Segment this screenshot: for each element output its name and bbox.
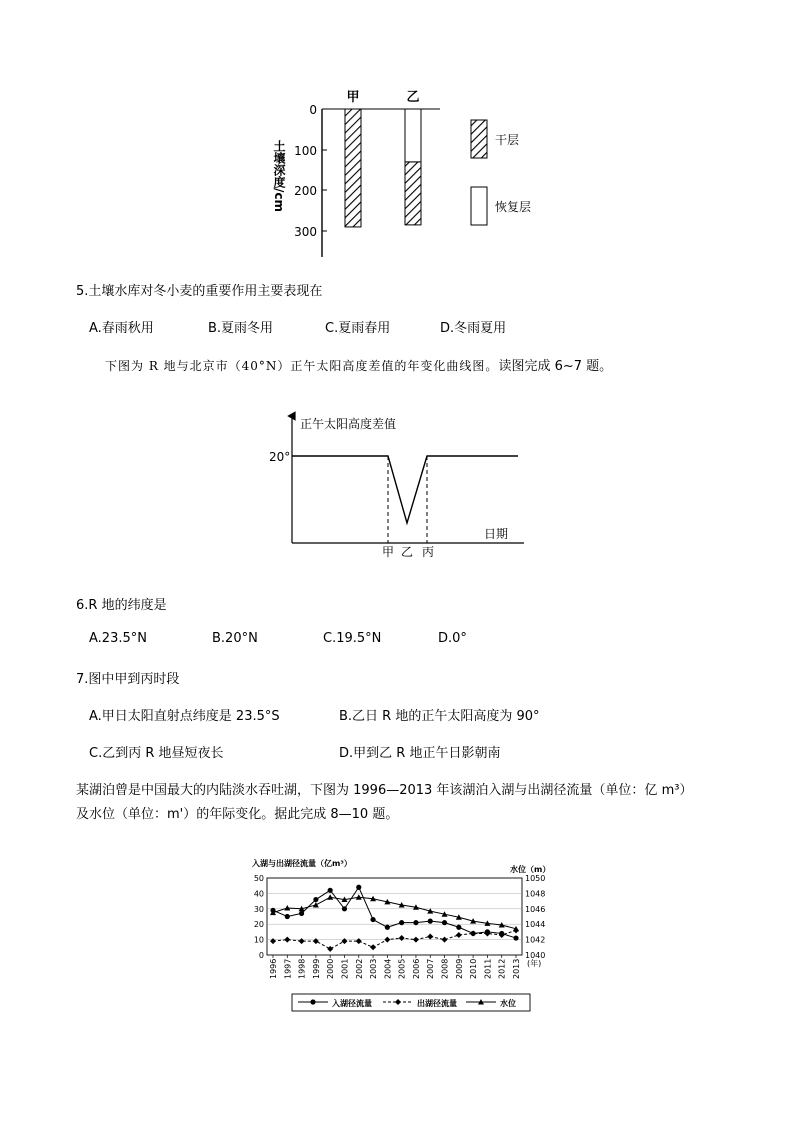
lake-xtick-2004: 2004 bbox=[383, 958, 393, 979]
lake-legend-inflow-label: 入湖径流量 bbox=[332, 999, 372, 1008]
lake-xtick-2001: 2001 bbox=[340, 958, 350, 979]
outflow-point bbox=[299, 938, 305, 944]
sun-xmark-bing: 丙 bbox=[421, 545, 435, 559]
lake-year-unit: (年) bbox=[527, 959, 542, 968]
q5-option-a[interactable]: A.春雨秋用 bbox=[89, 321, 154, 336]
q6-option-d[interactable]: D.0° bbox=[438, 631, 467, 646]
lake-left-tick: 10 bbox=[253, 935, 264, 945]
dry-layer-bar-1 bbox=[405, 162, 421, 225]
inflow-point bbox=[342, 906, 347, 911]
soil-ytick-200: 200 bbox=[294, 184, 317, 198]
soil-y-title: 土壤深度/cm bbox=[272, 140, 286, 212]
inflow-point bbox=[413, 920, 418, 925]
q6-option-c[interactable]: C.19.5°N bbox=[323, 631, 382, 646]
lake-right-tick: 1046 bbox=[525, 904, 546, 914]
sun-y-label: 正午太阳高度差值 bbox=[300, 417, 397, 431]
sun-altitude-chart bbox=[262, 410, 537, 565]
soil-depth-figure bbox=[265, 85, 585, 260]
sun-xmark-jia: 甲 bbox=[381, 545, 395, 559]
intro-6-7-handwritten: 下图为 R 地与北京市（40°N）正午太阳高度差值的年变化曲线图。 bbox=[105, 359, 499, 373]
lake-xtick-1998: 1998 bbox=[297, 958, 307, 979]
soil-ytick-300: 300 bbox=[294, 225, 317, 239]
outflow-point bbox=[399, 935, 405, 941]
lake-left-tick: 30 bbox=[253, 904, 264, 914]
q6-stem: 6.R 地的纬度是 bbox=[76, 598, 167, 613]
q6-option-a[interactable]: A.23.5°N bbox=[89, 631, 147, 646]
sun-curve bbox=[292, 456, 518, 523]
intro-8-10-line1: 某湖泊曾是中国最大的内陆淡水吞吐湖，下图为 1996—2013 年该湖泊入湖与出湖径流量（单位：亿 m³） bbox=[76, 783, 693, 798]
inflow-point bbox=[285, 914, 290, 919]
q6-option-b[interactable]: B.20°N bbox=[212, 631, 258, 646]
water-level-point bbox=[327, 894, 333, 900]
sun-ytick-20: 20° bbox=[269, 450, 291, 464]
lake-legend-outflow-label: 出湖径流量 bbox=[417, 999, 457, 1008]
inflow-point bbox=[513, 935, 518, 940]
col-label-jia: 甲 bbox=[346, 90, 360, 105]
inflow-point bbox=[370, 917, 375, 922]
lake-xtick-2000: 2000 bbox=[326, 958, 336, 979]
inflow-point bbox=[428, 919, 433, 924]
lake-left-tick: 50 bbox=[253, 874, 264, 883]
inflow-point bbox=[399, 920, 404, 925]
q7-option-b[interactable]: B.乙日 R 地的正午太阳高度为 90° bbox=[339, 709, 540, 724]
legend-dry-label: 干层 bbox=[495, 133, 520, 147]
outflow-point bbox=[384, 937, 390, 943]
lake-xtick-2007: 2007 bbox=[426, 958, 436, 979]
outflow-point bbox=[327, 946, 333, 952]
q5-option-c[interactable]: C.夏雨春用 bbox=[325, 321, 391, 336]
sun-xmark-yi: 乙 bbox=[400, 545, 414, 559]
lake-xtick-2013: 2013 bbox=[512, 958, 521, 979]
lake-legend-level bbox=[466, 998, 516, 1008]
q5-stem: 5.土壤水库对冬小麦的重要作用主要表现在 bbox=[76, 284, 323, 299]
water-level-point bbox=[313, 902, 319, 908]
lake-legend-inflow bbox=[298, 998, 372, 1008]
lake-series-line-0 bbox=[273, 887, 516, 938]
outflow-point bbox=[456, 932, 462, 938]
lake-xtick-1996: 1996 bbox=[269, 958, 278, 979]
lake-right-tick: 1042 bbox=[525, 935, 546, 945]
q5-option-d[interactable]: D.冬雨夏用 bbox=[440, 321, 507, 336]
q7-option-a[interactable]: A.甲日太阳直射点纬度是 23.5°S bbox=[89, 709, 280, 724]
lake-left-title: 入湖与出湖径流量（亿m³） bbox=[252, 859, 352, 868]
lake-right-tick: 1044 bbox=[525, 920, 546, 930]
inflow-point bbox=[356, 885, 361, 890]
outflow-point bbox=[370, 944, 376, 950]
outflow-point bbox=[284, 937, 290, 943]
intro-6-7 bbox=[105, 355, 612, 374]
lake-right-tick: 1050 bbox=[525, 874, 546, 883]
lake-xtick-2010: 2010 bbox=[469, 958, 479, 979]
lake-xtick-1999: 1999 bbox=[311, 958, 321, 979]
soil-ytick-100: 100 bbox=[294, 144, 317, 158]
lake-xtick-2009: 2009 bbox=[454, 958, 464, 979]
q7-stem: 7.图中甲到丙时段 bbox=[76, 672, 180, 687]
outflow-point bbox=[270, 938, 276, 944]
outflow-point bbox=[341, 938, 347, 944]
lake-xtick-1997: 1997 bbox=[283, 958, 293, 979]
lake-xtick-2011: 2011 bbox=[483, 958, 493, 979]
lake-xtick-2012: 2012 bbox=[497, 958, 507, 979]
inflow-point bbox=[328, 888, 333, 893]
recovery-layer-bar-1 bbox=[405, 109, 421, 162]
lake-left-tick: 20 bbox=[253, 920, 264, 930]
inflow-point bbox=[442, 920, 447, 925]
lake-xtick-2003: 2003 bbox=[369, 958, 379, 979]
outflow-point bbox=[356, 938, 362, 944]
lake-right-tick: 1040 bbox=[525, 951, 546, 960]
inflow-point bbox=[385, 925, 390, 930]
outflow-point bbox=[442, 937, 448, 943]
lake-right-tick: 1048 bbox=[525, 889, 546, 899]
inflow-point bbox=[313, 897, 318, 902]
outflow-point bbox=[413, 937, 419, 943]
legend-dry-swatch bbox=[471, 120, 487, 158]
col-label-yi: 乙 bbox=[406, 90, 420, 105]
q7-option-d[interactable]: D.甲到乙 R 地正午日影朝南 bbox=[339, 746, 501, 761]
q5-option-b[interactable]: B.夏雨冬用 bbox=[208, 321, 274, 336]
lake-left-tick: 40 bbox=[253, 889, 264, 899]
lake-xtick-2008: 2008 bbox=[440, 958, 450, 979]
intro-6-7-printed: 读图完成 6~7 题。 bbox=[498, 359, 613, 374]
soil-ytick-0: 0 bbox=[309, 103, 317, 117]
lake-xtick-2005: 2005 bbox=[397, 958, 407, 979]
lake-xtick-2006: 2006 bbox=[411, 958, 421, 979]
q7-option-c[interactable]: C.乙到丙 R 地昼短夜长 bbox=[89, 746, 224, 761]
outflow-point bbox=[313, 938, 319, 944]
outflow-point bbox=[470, 930, 476, 936]
legend-recovery-label: 恢复层 bbox=[495, 200, 532, 214]
lake-xtick-2002: 2002 bbox=[354, 958, 364, 979]
lake-legend-outflow bbox=[383, 998, 457, 1008]
dry-layer-bar-0 bbox=[345, 109, 361, 227]
intro-8-10-line2: 及水位（单位：m'）的年际变化。据此完成 8—10 题。 bbox=[76, 807, 399, 822]
legend-recovery-swatch bbox=[471, 187, 487, 225]
inflow-point bbox=[456, 925, 461, 930]
lake-right-title: 水位（m） bbox=[510, 865, 551, 874]
outflow-point bbox=[427, 934, 433, 940]
lake-runoff-chart bbox=[238, 852, 558, 1017]
lake-legend-level-label: 水位 bbox=[500, 999, 516, 1008]
lake-plot-frame bbox=[267, 878, 522, 955]
lake-left-tick: 0 bbox=[258, 951, 264, 960]
inflow-point bbox=[299, 911, 304, 916]
sun-x-label: 日期 bbox=[484, 527, 509, 541]
